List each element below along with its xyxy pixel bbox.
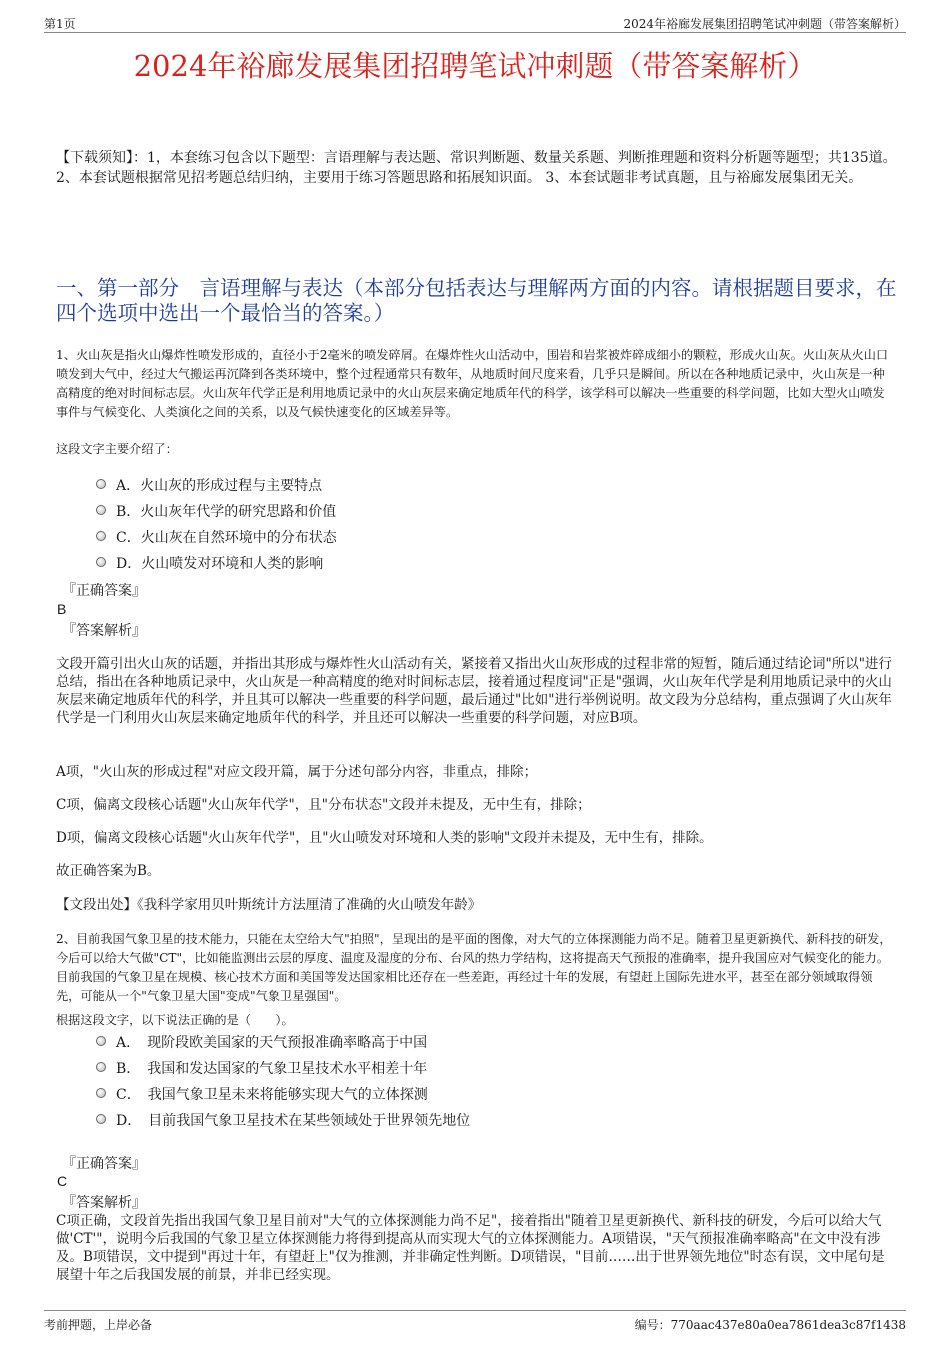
q1-answer-label: 『正确答案』 (62, 583, 146, 599)
q2-analysis-label: 『答案解析』 (62, 1195, 146, 1211)
radio-icon[interactable] (96, 557, 106, 567)
radio-icon[interactable] (96, 479, 106, 489)
page-footer (44, 1310, 906, 1333)
q1-option-d[interactable]: D．火山喷发对环境和人类的影响 (96, 554, 323, 574)
footer-slogan: 考前押题，上岸必备 (44, 1318, 153, 1332)
page-number: 第1页 (44, 17, 76, 31)
q1-passage: 1、火山灰是指火山爆炸性喷发形成的，直径小于2毫米的喷发碎屑。在爆炸性火山活动中，围岩和岩浆被炸碎成细小的颗粒，形成火山灰。火山灰从火山口喷发到大气中，经过大气搬运再沉降到各类环境中，整个过程通常只有数年，从地质时间尺度来看，几乎只是瞬间。所以在各种地质记录中，火山灰是一种高精度的绝对时间标志层。火山灰年代学正是利用地质记录中的火山灰层来确定地质年代的科学，该学科可以解决一些重要的科学问题，比如大型火山喷发事件与气候变化、人类演化之间的关系，以及气候快速变化的区域差异等。 (56, 348, 889, 419)
q1-analysis: 文段开篇引出火山灰的话题，并指出其形成与爆炸性火山活动有关，紧接着又指出火山灰形成的过程非常的短暂，随后通过结论词"所以"进行总结，指出在各种地质记录中，火山灰是一种高精度的绝对时间标志层，接着通过程度词"正是"强调，火山灰年代学是利用地质记录中的火山灰层来确定地质年代的科学，并且其可以解决一些重要的科学问题，最后通过"比如"进行举例说明。故文段为分总结构，重点强调了火山灰年代学是一门利用火山灰层来确定地质年代的科学，并且还可以解决一些重要的科学问题，对应B项。 (56, 656, 892, 726)
q1-explain-d: D项，偏离文段核心话题"火山灰年代学"，且"火山喷发对环境和人类的影响"文段并未提及，无中生有，排除。 (56, 830, 713, 846)
q2-option-c[interactable]: C． 我国气象卫星未来将能够实现大气的立体探测 (96, 1085, 428, 1105)
q1-explain-c: C项，偏离文段核心话题"火山灰年代学"，且"分布状态"文段并未提及，无中生有，排除； (56, 797, 591, 813)
radio-icon[interactable] (96, 1062, 106, 1072)
radio-icon[interactable] (96, 1036, 106, 1046)
radio-icon[interactable] (96, 1088, 106, 1098)
page-header (44, 12, 906, 33)
q1-explain-a: A项，"火山灰的形成过程"对应文段开篇，属于分述句部分内容，非重点，排除； (56, 764, 538, 780)
q2-analysis: C项正确，文段首先指出我国气象卫星目前对"大气的立体探测能力尚不足"，接着指出"随着卫星更新换代、新科技的研发，今后可以给大气做'CT'"，说明今后我国的气象卫星立体探测能力将得到提高从而实现大气的立体探测能力。A项错误，"天气预报准确率略高"在文中没有涉及。B项错误，文中提到"再过十年，有望赶上"仅为推测，并非确定性判断。D项错误，"目前……出于世界领先地位"时态有误，文中尾句是展望十年之后我国发展的前景，并非已经实现。 (56, 1213, 885, 1283)
q2-option-b[interactable]: B． 我国和发达国家的气象卫星技术水平相差十年 (96, 1059, 427, 1079)
q1-conclusion: 故正确答案为B。 (56, 863, 161, 879)
header-doc-title: 2024年裕廊发展集团招聘笔试冲刺题（带答案解析） (623, 17, 906, 31)
radio-icon[interactable] (96, 531, 106, 541)
q1-answer: B (57, 601, 67, 617)
q1-source: 【文段出处】《我科学家用贝叶斯统计方法厘清了准确的火山喷发年龄》 (56, 897, 482, 913)
page-title: 2024年裕廊发展集团招聘笔试冲刺题（带答案解析） (133, 49, 817, 83)
section-heading: 一、第一部分 言语理解与表达（本部分包括表达与理解两方面的内容。请根据题目要求，在四个选项中选出一个最恰当的答案。） (56, 276, 897, 325)
radio-icon[interactable] (96, 1114, 106, 1124)
download-notice: 【下载须知】：1，本套练习包含以下题型：言语理解与表达题、常识判断题、数量关系题、判断推理题和资料分析题等题型；共135道。 2、本套试题根据常见招考题总结归纳，主要用于练习答题思路和拓展知识面。 3、本套试题非考试真题，且与裕廊发展集团无关。 (56, 150, 897, 186)
q2-passage: 2、目前我国气象卫星的技术能力，只能在太空给大气"拍照"，呈现出的是平面的图像，对大气的立体探测能力尚不足。随着卫星更新换代、新科技的研发，今后可以给大气做"CT"，比如能监测出云层的厚度、温度及湿度的分布、台风的热力学结构，这将提高天气预报的准确率，提升我国应对气候变化的能力。目前我国的气象卫星在规模、核心技术方面和美国等发达国家相比还存在一些差距，再经过十年的发展，有望赶上国际先进水平，甚至在部分领域取得领先，可能从一个"气象卫星大国"变成"气象卫星强国"。 (56, 932, 892, 1003)
document-code: 编号：770aac437e80a0ea7861dea3c87f1438 (634, 1318, 906, 1332)
q2-answer: C (57, 1173, 68, 1189)
q2-option-a[interactable]: A． 现阶段欧美国家的天气预报准确率略高于中国 (96, 1033, 427, 1053)
q2-answer-label: 『正确答案』 (62, 1156, 146, 1172)
q2-prompt: 根据这段文字，以下说法正确的是（ ）。 (56, 1013, 294, 1027)
q1-analysis-label: 『答案解析』 (62, 623, 146, 639)
q1-option-c[interactable]: C．火山灰在自然环境中的分布状态 (96, 528, 337, 548)
q1-option-a[interactable]: A．火山灰的形成过程与主要特点 (96, 476, 322, 496)
radio-icon[interactable] (96, 505, 106, 515)
q1-option-b[interactable]: B．火山灰年代学的研究思路和价值 (96, 502, 336, 522)
q2-option-d[interactable]: D． 目前我国气象卫星技术在某些领域处于世界领先地位 (96, 1111, 470, 1131)
q1-prompt: 这段文字主要介绍了： (56, 442, 178, 456)
